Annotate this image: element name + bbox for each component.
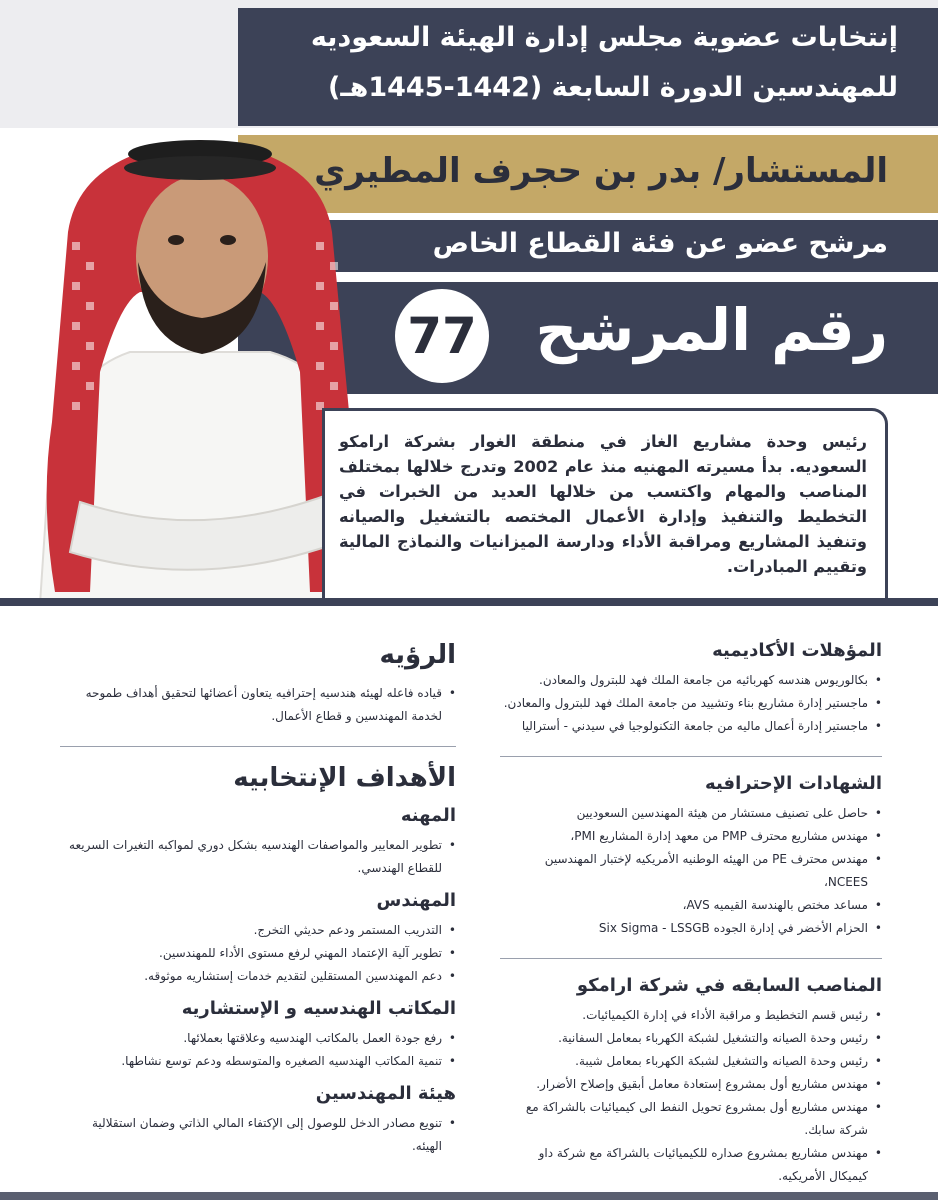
positions-list bbox=[500, 1004, 882, 1188]
list-item: • تنويع مصادر الدخل للوصول إلى الإكتفاء المالي الذاتي وضمان استقلالية الهيئه. bbox=[60, 1112, 456, 1158]
list-item: • مهندس مشاريع محترف PMP من معهد إدارة المشاريع PMI، bbox=[500, 825, 882, 848]
election-title-line1: إنتخابات عضوية مجلس إدارة الهيئة السعوديه bbox=[310, 22, 898, 53]
section-divider bbox=[500, 756, 882, 757]
goals-engineer-title: المهندس bbox=[376, 890, 456, 911]
election-title-line2: للمهندسين الدورة السابعة (1442-1445هـ) bbox=[328, 72, 898, 103]
certificates-title: الشهادات الإحترافيه bbox=[705, 773, 882, 794]
list-item: • بكالوريوس هندسه كهربائيه من جامعة الملك فهد للبترول والمعادن. bbox=[500, 669, 882, 692]
qualifications-column bbox=[500, 640, 882, 1188]
section-divider bbox=[500, 958, 882, 959]
footer-bar bbox=[0, 1192, 938, 1200]
list-item: • ماجستير إدارة أعمال ماليه من جامعة التكنولوجيا في سيدني - أستراليا bbox=[500, 715, 882, 738]
list-item: • الحزام الأخضر في إدارة الجوده Six Sigma - LSSGB bbox=[500, 917, 882, 940]
list-item: • رئيس وحدة الصيانه والتشغيل لشبكة الكهرباء بمعامل السفانية. bbox=[500, 1027, 882, 1050]
goals-profession-title: المهنه bbox=[400, 805, 456, 826]
positions-title: المناصب السابقه في شركة ارامكو bbox=[576, 975, 882, 996]
bio-text: رئيس وحدة مشاريع الغاز في منطقة الغوار بشركة ارامكو السعوديه. بدأ مسيرته المهنيه منذ عام 2002 وتدرج خلالها بمختلف المناصب والمهام واكتسب من خلالها العديد من الخبرات في التخطيط والتنفيذ وإدارة الأعمال المختصه بالتشغيل والصيانه وتنفيذ المشاريع ومراقبة الأداء ودارسة الميزانيات والنماذج المالية وتقييم المبادرات. bbox=[339, 432, 867, 576]
list-item: • التدريب المستمر ودعم حديثي التخرج. bbox=[60, 919, 456, 942]
academic-title: المؤهلات الأكاديميه bbox=[712, 640, 882, 661]
goals-authority-list bbox=[60, 1112, 456, 1158]
candidate-number-label: رقم المرشح bbox=[535, 296, 888, 364]
goals-title: الأهداف الإنتخابيه bbox=[233, 763, 456, 793]
candidate-number-badge: 77 bbox=[395, 289, 489, 383]
goals-offices-list bbox=[60, 1027, 456, 1073]
list-item: • رئيس قسم التخطيط و مراقبة الأداء في إدارة الكيميائيات. bbox=[500, 1004, 882, 1027]
list-item: • تطوير المعايير والمواصفات الهندسيه بشكل دوري لمواكبه التغيرات السريعه للقطاع الهندسي. bbox=[60, 834, 456, 880]
list-item: • ماجستير إدارة مشاريع بناء وتشييد من جامعة الملك فهد للبترول والمعادن. bbox=[500, 692, 882, 715]
bio-box bbox=[322, 408, 888, 601]
list-item: • تطوير آلية الإعتماد المهني لرفع مستوى الأداء للمهندسين. bbox=[60, 942, 456, 965]
candidate-name: المستشار/ بدر بن حجرف المطيري bbox=[314, 151, 888, 191]
bio-divider bbox=[0, 598, 938, 606]
title-band bbox=[238, 8, 938, 126]
list-item: • مهندس مشاريع بمشروع صداره للكيميائيات بالشراكة مع شركة داو كيميكال الأمريكيه. bbox=[500, 1142, 882, 1188]
goals-authority-title: هيئة المهندسين bbox=[315, 1083, 456, 1104]
academic-list bbox=[500, 669, 882, 738]
list-item: • رفع جودة العمل بالمكاتب الهندسيه وعلاقتها بعملائها. bbox=[60, 1027, 456, 1050]
goals-offices-title: المكاتب الهندسيه و الإستشاريه bbox=[181, 998, 456, 1019]
list-item: • دعم المهندسين المستقلين لتقديم خدمات إستشاريه موثوقه. bbox=[60, 965, 456, 988]
list-item: • رئيس وحدة الصيانه والتشغيل لشبكة الكهرباء بمعامل شيبة. bbox=[500, 1050, 882, 1073]
list-item: • مهندس مشاريع أول بمشروع تحويل النفط الى كيميائيات بالشراكة مع شركة سابك. bbox=[500, 1096, 882, 1142]
section-divider bbox=[60, 746, 456, 747]
list-item: • مهندس مشاريع أول بمشروع إستعادة معامل أبقيق وإصلاح الأضرار. bbox=[500, 1073, 882, 1096]
list-item: • قياده فاعله لهيئه هندسيه إحترافيه يتعاون أعضائها لتحقيق أهداف طموحه لخدمة المهندسين و قطاع الأعمال. bbox=[60, 682, 456, 728]
list-item: • حاصل على تصنيف مستشار من هيئة المهندسين السعوديين bbox=[500, 802, 882, 825]
goals-engineer-list bbox=[60, 919, 456, 988]
nominee-category: مرشح عضو عن فئة القطاع الخاص bbox=[432, 228, 888, 259]
list-item: • مهندس محترف PE من الهيئه الوطنيه الأمريكيه لإختبار المهندسين NCEES، bbox=[500, 848, 882, 894]
vision-list bbox=[60, 682, 456, 728]
vision-title: الرؤيه bbox=[379, 640, 456, 670]
vision-goals-column bbox=[60, 640, 456, 1158]
list-item: • مساعد مختص بالهندسة القيميه AVS، bbox=[500, 894, 882, 917]
goals-profession-list bbox=[60, 834, 456, 880]
certificates-list bbox=[500, 802, 882, 940]
list-item: • تنمية المكاتب الهندسيه الصغيره والمتوسطه ودعم توسع نشاطها. bbox=[60, 1050, 456, 1073]
